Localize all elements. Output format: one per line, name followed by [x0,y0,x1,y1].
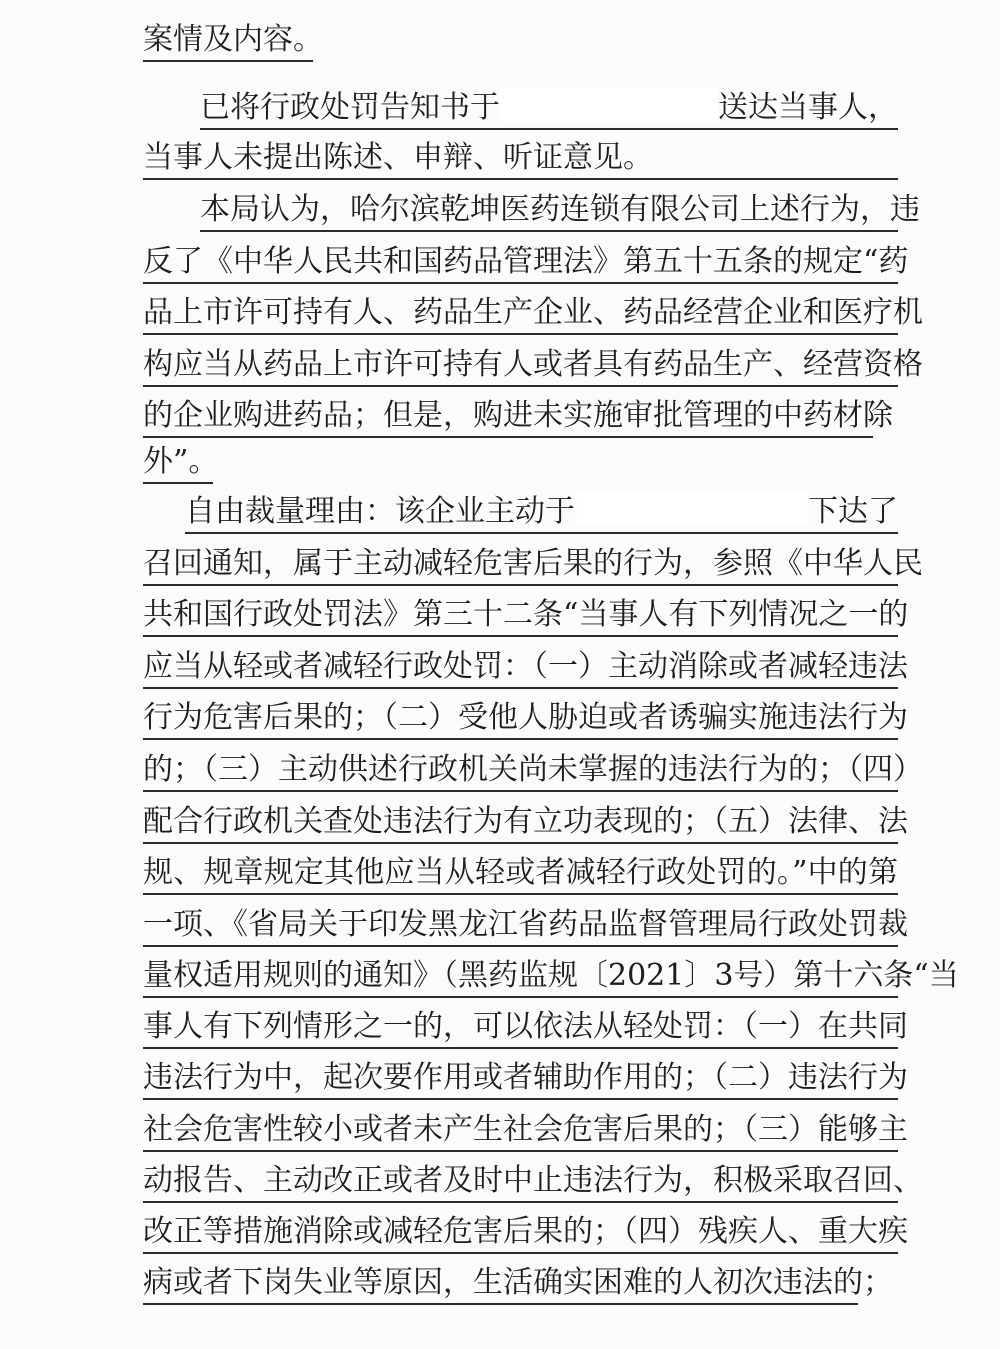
line-text: 自由裁量理由：该企业主动于 [185,494,575,529]
text-line: 的；（三）主动供述行政机关尚未掌握的违法行为的；（四） [143,750,898,792]
text-line: 规、规章规定其他应当从轻或者减轻行政处罚的。”中的第 [143,853,898,895]
line-text: 送达当事人， [718,90,898,125]
text-line: 召回通知，属于主动减轻危害后果的行为，参照《中华人民 [143,544,898,586]
redacted-date [577,492,807,526]
text-line [200,88,898,130]
line-text: 案情及内容。 [143,22,323,57]
text-line [185,492,898,534]
text-line [143,138,898,180]
text-line: 事人有下列情形之一的，可以依法从轻处罚：（一）在共同 [143,1007,898,1049]
text-line: 品上市许可持有人、药品生产企业、药品经营企业和医疗机 [143,293,898,335]
text-line: 违法行为中，起次要作用或者辅助作用的；（二）违法行为 [143,1058,898,1100]
text-line: 构应当从药品上市许可持有人或者具有药品生产、经营资格 [143,345,898,387]
text-line: 病或者下岗失业等原因，生活确实困难的人初次违法的； [143,1263,858,1305]
text-line: 应当从轻或者减轻行政处罚：（一）主动消除或者减轻违法 [143,647,898,689]
line-text: 已将行政处罚告知书于 [200,90,500,125]
text-line [143,442,219,484]
redacted-date [500,88,718,122]
text-line [143,20,323,62]
text-line: 共和国行政处罚法》第三十二条“当事人有下列情况之一的 [143,595,898,637]
text-line: 改正等措施消除或减轻危害后果的；（四）残疾人、重大疾 [143,1212,898,1254]
text-line: 一项、《省局关于印发黑龙江省药品监督管理局行政处罚裁 [143,905,898,947]
text-line: 动报告、主动改正或者及时中止违法行为，积极采取召回、 [143,1161,898,1203]
text-line: 社会危害性较小或者未产生社会危害后果的；（三）能够主 [143,1110,898,1152]
text-line: 量权适用规则的通知》（黑药监规〔2021〕3号）第十六条“当 [143,956,898,998]
text-line: 配合行政机关查处违法行为有立功表现的；（五）法律、法 [143,802,898,844]
text-line: 的企业购进药品；但是，购进未实施审批管理的中药材除 [143,396,873,438]
line-text: 外”。 [143,444,219,479]
text-line: 行为危害后果的；（二）受他人胁迫或者诱骗实施违法行为 [143,698,898,740]
line-text: 下达了 [808,494,898,529]
text-line: 本局认为，哈尔滨乾坤医药连锁有限公司上述行为，违 [200,190,898,232]
text-line: 反了《中华人民共和国药品管理法》第五十五条的规定“药 [143,242,898,284]
line-text: 当事人未提出陈述、申辩、听证意见。 [143,140,653,175]
